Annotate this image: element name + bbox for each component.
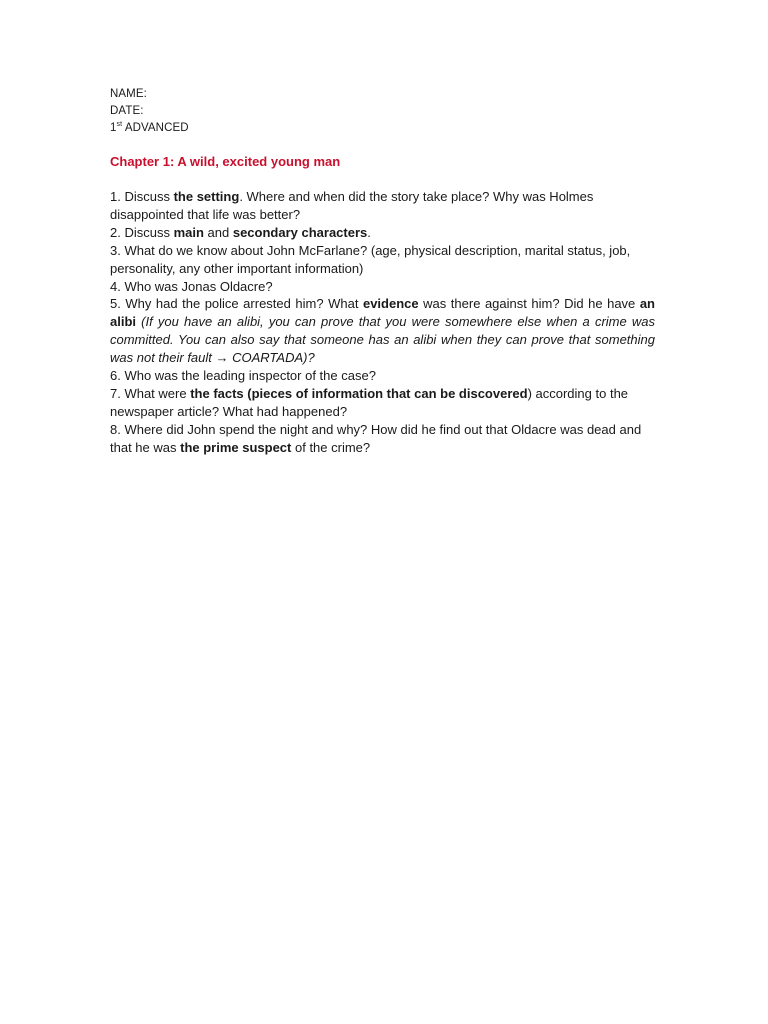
question-5-bold-alibi: an alibi: [110, 296, 655, 330]
question-3-text: 3. What do we know about John McFarlane? (age, physical description, marital status, job, personality, any other important information): [110, 242, 631, 276]
question-1-bold: the setting: [173, 189, 240, 204]
date-label: DATE:: [110, 105, 144, 117]
question-8-text-2: of the crime?: [291, 439, 371, 455]
question-1-text: 1. Discuss: [110, 189, 174, 204]
level-suffix: ADVANCED: [122, 122, 189, 134]
level-superscript: st: [116, 121, 123, 128]
question-6-text: 6. Who was the leading inspector of the case?: [110, 368, 376, 384]
document-page: [110, 86, 655, 457]
alibi-definition: (If you have an alibi, you can prove that you were somewhere else when a crime was committed. You can also say that someone has an alibi when they can prove that something was not their fault: [110, 314, 655, 366]
alibi-translation: COARTADA)?: [228, 350, 315, 366]
question-3: [110, 242, 655, 278]
question-2: [110, 224, 655, 242]
question-5-text-2: was there against him? Did he have: [418, 296, 640, 312]
arrow-right-icon: →: [215, 350, 229, 366]
question-7: [110, 385, 655, 421]
question-2-bold-secondary: secondary characters: [232, 224, 368, 240]
question-7-text: 7. What were: [110, 385, 191, 401]
question-4-text: 4. Who was Jonas Oldacre?: [110, 278, 273, 294]
question-2-bold-main: main: [173, 224, 204, 240]
question-8: [110, 421, 655, 457]
question-8-text: 8. Where did John spend the night and why? How did he find out that Oldacre was dead and that he was: [110, 421, 642, 455]
chapter-title: Chapter 1: A wild, excited young man: [110, 154, 341, 169]
question-5: [110, 295, 655, 367]
level-label: [110, 120, 655, 137]
question-5-text: 5. Why had the police arrested him? What: [110, 296, 363, 312]
level-prefix: 1: [110, 122, 117, 134]
name-label: NAME:: [110, 88, 147, 100]
question-5-bold-evidence: evidence: [362, 296, 419, 312]
question-7-bold-definition: (pieces of information that can be discovered: [243, 385, 528, 401]
question-2-text-2: and: [203, 224, 233, 240]
question-2-text-3: .: [367, 224, 371, 240]
question-1: [110, 188, 655, 224]
question-4: [110, 278, 655, 296]
question-list: [110, 188, 655, 457]
question-6: [110, 367, 655, 385]
question-7-bold-facts: the facts: [190, 385, 244, 401]
question-1-text-2: . Where and when did the story take place? Why was Holmes disappointed that life was better?: [110, 189, 594, 222]
question-8-bold-suspect: the prime suspect: [180, 439, 292, 455]
question-7-text-2: ) according to the newspaper article? What had happened?: [110, 385, 629, 419]
question-2-text: 2. Discuss: [110, 224, 174, 240]
